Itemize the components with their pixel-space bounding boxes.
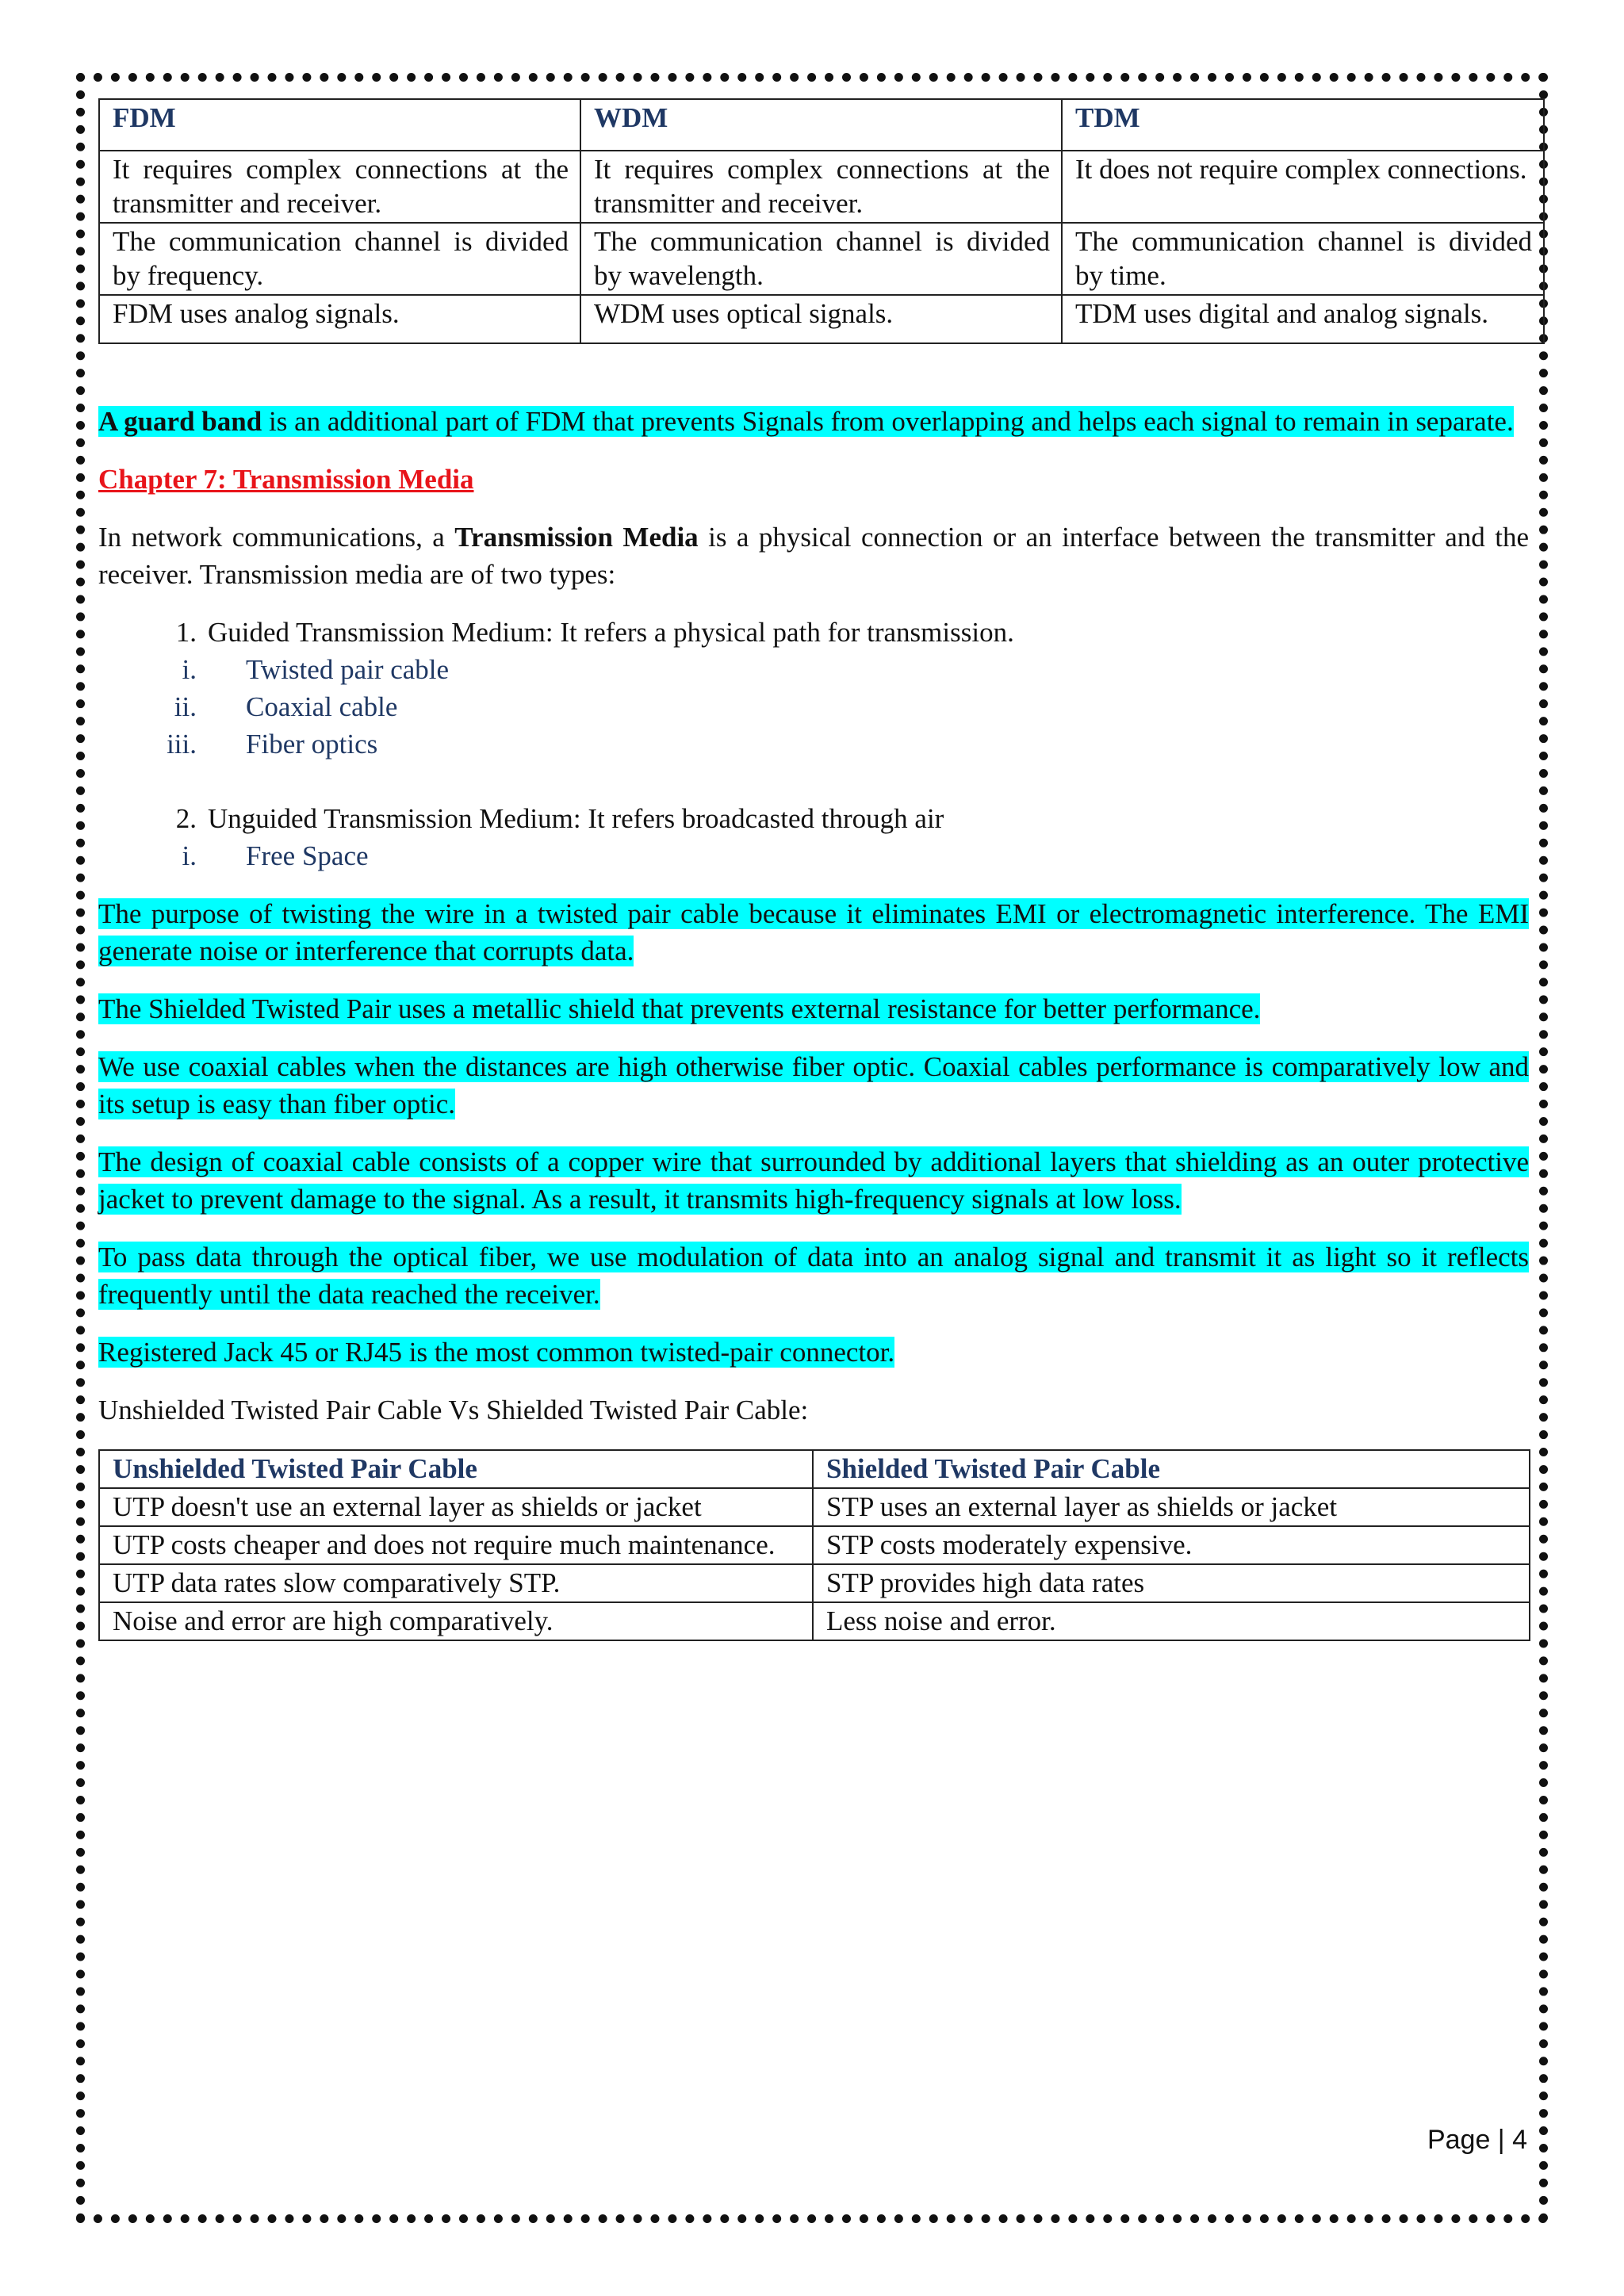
list-item-guided: [98, 614, 1529, 763]
chapter-title-text: Chapter 7: Transmission Media: [98, 464, 474, 495]
table-row: [99, 223, 1544, 295]
page-content: [98, 98, 1532, 1641]
table-row: [99, 1602, 1530, 1640]
table-cell: It does not require complex connections.: [1062, 151, 1544, 223]
table-cell: WDM uses optical signals.: [580, 295, 1062, 343]
table-header-row: [99, 1450, 1530, 1488]
table-cell: UTP costs cheaper and does not require much maintenance.: [99, 1526, 813, 1564]
list-item-text: [98, 800, 1529, 837]
header-fdm: FDM: [99, 99, 580, 151]
list-number: 1.: [175, 617, 197, 648]
intro-paragraph: [98, 519, 1529, 593]
sub-item-label: Free Space: [246, 840, 369, 871]
comparison-heading: Unshielded Twisted Pair Cable Vs Shielded Twisted Pair Cable:: [98, 1395, 809, 1425]
table-row: [99, 1564, 1530, 1602]
table-cell: STP uses an external layer as shields or jacket: [813, 1488, 1530, 1526]
table-cell: UTP doesn't use an external layer as shields or jacket: [99, 1488, 813, 1526]
intro-term: Transmission Media: [454, 522, 699, 553]
note-paragraph: [98, 1048, 1529, 1123]
table-cell: UTP data rates slow comparatively STP.: [99, 1564, 813, 1602]
highlighted-note: The purpose of twisting the wire in a twisted pair cable because it eliminates EMI or electromagnetic interference. The EMI generate noise or interference that corrupts data.: [98, 898, 1529, 966]
table-row: [99, 1488, 1530, 1526]
table-cell: STP costs moderately expensive.: [813, 1526, 1530, 1564]
sub-item-label: Coaxial cable: [246, 691, 398, 722]
highlighted-note: The design of coaxial cable consists of a copper wire that surrounded by additional layers that shielding as an outer protective jacket to prevent damage to the signal. As a result, it transmits high-frequency signals at low loss.: [98, 1146, 1529, 1215]
list-item-label: Unguided Transmission Medium: It refers broadcasted through air: [208, 803, 944, 834]
header-wdm: WDM: [580, 99, 1062, 151]
table-row: [99, 1526, 1530, 1564]
table-cell: Less noise and error.: [813, 1602, 1530, 1640]
table-cell: It requires complex connections at the transmitter and receiver.: [99, 151, 580, 223]
header-utp: Unshielded Twisted Pair Cable: [99, 1450, 813, 1488]
header-stp: Shielded Twisted Pair Cable: [813, 1450, 1530, 1488]
list-number: 2.: [175, 803, 197, 834]
table-header-row: [99, 99, 1544, 151]
table-cell: TDM uses digital and analog signals.: [1062, 295, 1544, 343]
sub-item-numeral: i.: [182, 654, 197, 685]
note-paragraph: [98, 990, 1529, 1027]
sub-item: [98, 725, 1529, 763]
table-cell: The communication channel is divided by time.: [1062, 223, 1544, 295]
intro-text-before: In network communications, a: [98, 522, 455, 553]
note-paragraph: [98, 1238, 1529, 1313]
table-row: [99, 295, 1544, 343]
multiplexing-comparison-table: [98, 98, 1545, 344]
utp-stp-comparison-table: [98, 1449, 1530, 1641]
sub-item: [98, 837, 1529, 874]
list-item-unguided: [98, 800, 1529, 874]
guard-band-text: is an additional part of FDM that prevents Signals from overlapping and helps each signal to remain in separate.: [262, 406, 1514, 437]
sub-item-label: Fiber optics: [246, 729, 378, 760]
page-number: Page | 4: [1427, 2125, 1527, 2155]
sub-item: [98, 651, 1529, 688]
guard-band-paragraph: [98, 403, 1529, 440]
highlighted-note: We use coaxial cables when the distances are high otherwise fiber optic. Coaxial cables performance is comparatively low and its setup is easy than fiber optic.: [98, 1051, 1529, 1119]
table-cell: The communication channel is divided by frequency.: [99, 223, 580, 295]
guard-band-term: A guard band: [98, 406, 262, 437]
note-paragraph: [98, 1334, 1529, 1371]
sub-item: [98, 688, 1529, 725]
table-cell: The communication channel is divided by wavelength.: [580, 223, 1062, 295]
highlighted-note: To pass data through the optical fiber, we use modulation of data into an analog signal and transmit it as light so it reflects frequently until the data reached the receiver.: [98, 1242, 1529, 1310]
intro-text-after: is a physical connection or an interface between the transmitter and the receiver. Transmission media are of two types:: [98, 522, 1529, 590]
sub-item-numeral: ii.: [174, 691, 197, 722]
table-cell: It requires complex connections at the transmitter and receiver.: [580, 151, 1062, 223]
list-item-text: [98, 614, 1529, 651]
note-paragraph: [98, 1143, 1529, 1218]
sub-item-numeral: i.: [182, 840, 197, 871]
table-cell: Noise and error are high comparatively.: [99, 1602, 813, 1640]
header-tdm: TDM: [1062, 99, 1544, 151]
media-list: [98, 614, 1529, 874]
highlighted-note: The Shielded Twisted Pair uses a metallic shield that prevents external resistance for better performance.: [98, 993, 1261, 1024]
table-row: [99, 151, 1544, 223]
sub-item-label: Twisted pair cable: [246, 654, 450, 685]
highlighted-note: Registered Jack 45 or RJ45 is the most common twisted-pair connector.: [98, 1337, 895, 1368]
list-item-label: Guided Transmission Medium: It refers a physical path for transmission.: [208, 617, 1014, 648]
table-cell: STP provides high data rates: [813, 1564, 1530, 1602]
sub-item-numeral: iii.: [167, 729, 197, 760]
note-paragraph: [98, 895, 1529, 970]
table-cell: FDM uses analog signals.: [99, 295, 580, 343]
chapter-title: [98, 461, 1529, 498]
guard-band-highlight: [98, 406, 1514, 437]
